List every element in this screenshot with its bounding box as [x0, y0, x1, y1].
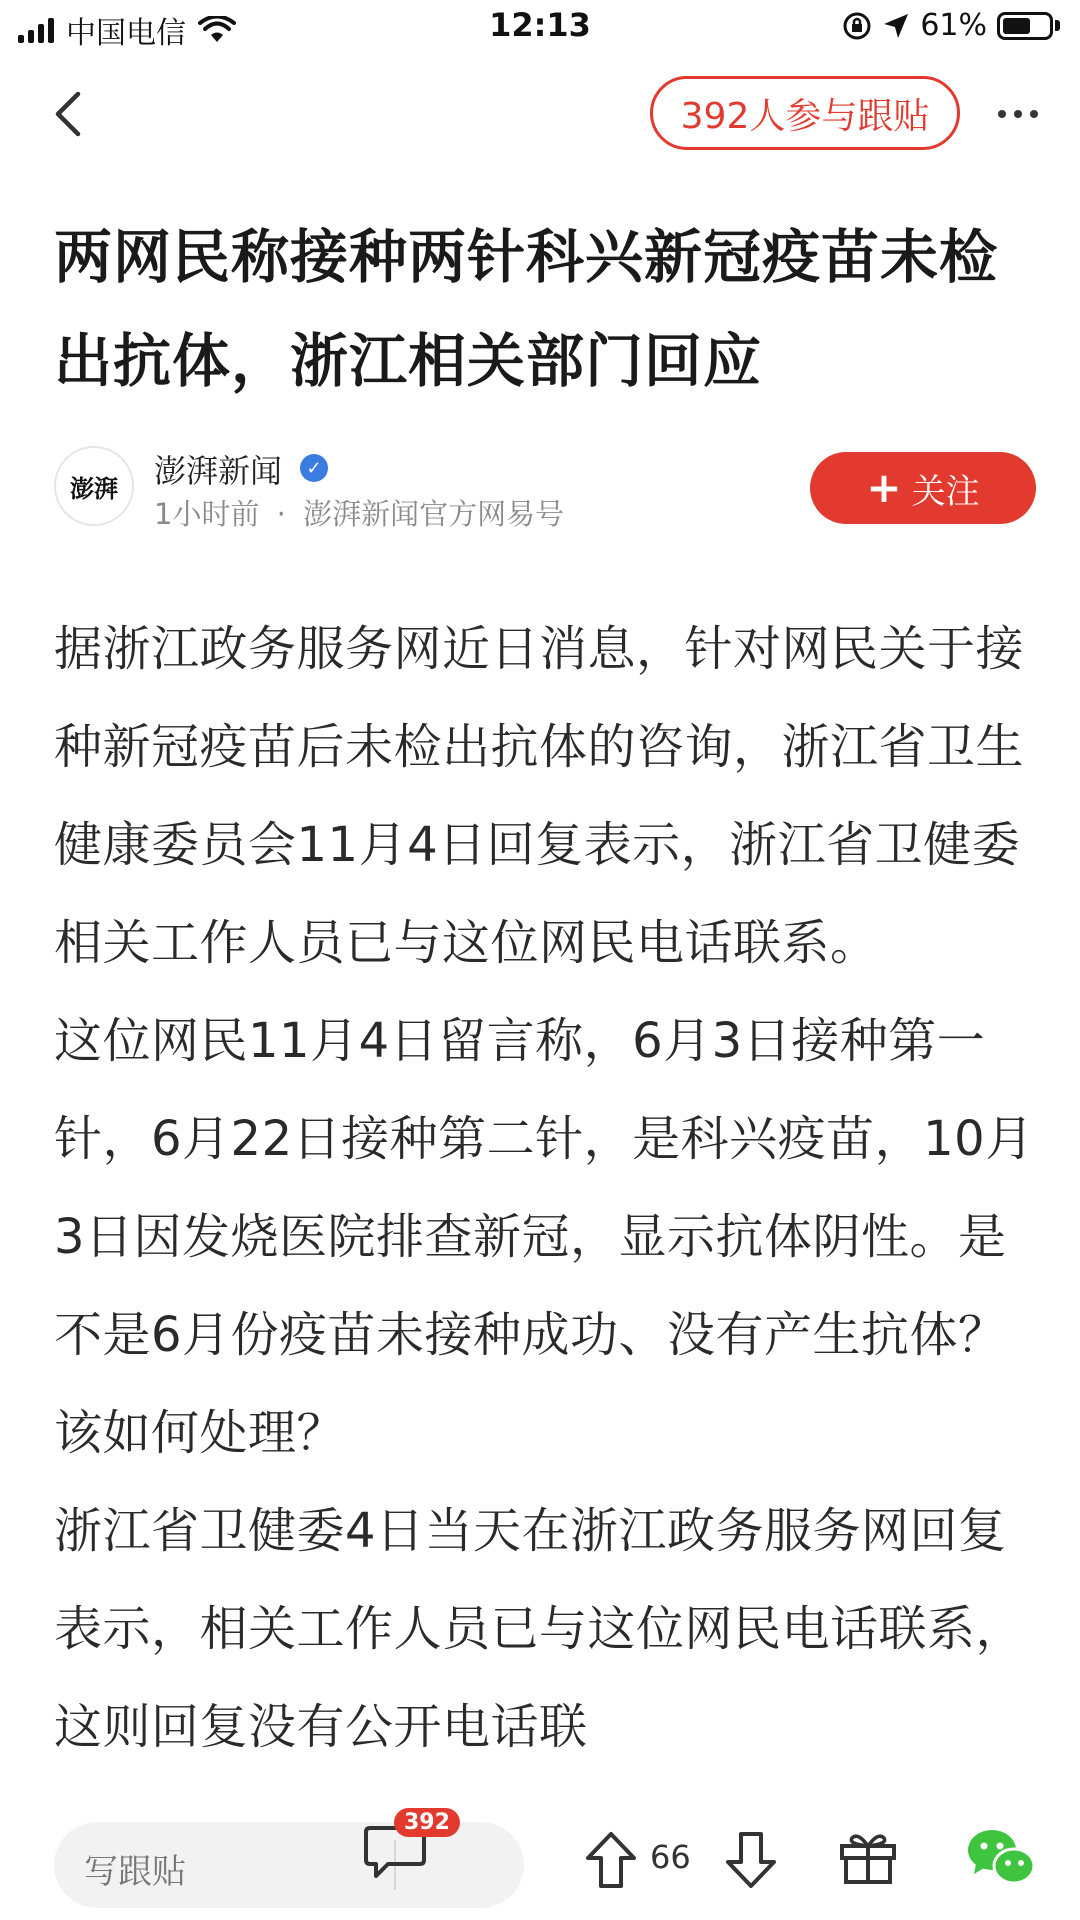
arrow-up-icon: [584, 1830, 638, 1890]
rotation-lock-icon: [842, 11, 872, 41]
gift-button[interactable]: [838, 1830, 898, 1886]
top-navigation: [0, 64, 1080, 164]
battery-percent: 61%: [920, 8, 987, 43]
battery-level: [1003, 18, 1030, 34]
share-wechat-button[interactable]: [966, 1826, 1036, 1888]
carrier-name: 中国电信: [66, 16, 186, 51]
status-time: 12:13: [489, 6, 591, 44]
follow-button-label: 关注: [911, 471, 980, 512]
status-right: [842, 8, 1060, 43]
follow-button[interactable]: [810, 452, 1036, 524]
article-body: [54, 600, 1034, 1808]
author-name[interactable]: 澎湃新闻: [154, 452, 283, 490]
article-paragraph: 这位网民11月4日留言称，6月3日接种第一针，6月22日接种第二针，是科兴疫苗，10月3日因发烧医院排查新冠，显示抗体阴性。是不是6月份疫苗未接种成功、没有产生抗体？该如何处理？: [54, 1013, 1034, 1461]
more-button[interactable]: [988, 94, 1048, 134]
comment-count-pill[interactable]: 392人参与跟贴: [650, 76, 960, 150]
battery-cap: [1055, 20, 1060, 31]
meta-separator: ·: [276, 497, 286, 531]
author-row: [54, 446, 1034, 536]
vote-count: 66: [650, 1838, 691, 1876]
plus-icon: +: [866, 463, 902, 512]
publish-time: 1小时前: [154, 497, 260, 531]
back-button[interactable]: [40, 84, 100, 144]
status-bar: [0, 0, 1080, 56]
article-paragraph: 浙江省卫健委4日当天在浙江政务服务网回复表示，相关工作人员已与这位网民电话联系，这则回复没有公开电话联: [54, 1503, 1025, 1755]
more-dot: [1014, 110, 1022, 118]
more-dot: [998, 110, 1006, 118]
chevron-left-icon: [40, 84, 100, 144]
article-title: 两网民称接种两针科兴新冠疫苗未检出抗体，浙江相关部门回应: [54, 223, 999, 395]
avatar-logo-text: 澎湃: [70, 473, 118, 503]
comment-input[interactable]: [54, 1822, 524, 1908]
bottom-action-bar: [0, 1808, 1080, 1920]
source-account: 澎湃新闻官方网易号: [303, 497, 565, 531]
comment-placeholder: 写跟贴: [84, 1852, 186, 1892]
verified-check-icon: ✓: [300, 454, 328, 482]
comment-count-badge: 392: [394, 1808, 460, 1837]
article-paragraph: 据浙江政务服务网近日消息，针对网民关于接种新冠疫苗后未检出抗体的咨询，浙江省卫生健康委员会11月4日回复表示，浙江省卫健委相关工作人员已与这位网民电话联系。: [54, 621, 1025, 971]
wechat-icon: [966, 1826, 1036, 1888]
arrow-down-icon: [724, 1830, 778, 1890]
more-dot: [1030, 110, 1038, 118]
location-arrow-icon: [882, 12, 910, 40]
upvote-button[interactable]: [584, 1830, 638, 1890]
battery-icon: [997, 12, 1053, 40]
downvote-button[interactable]: [724, 1830, 778, 1890]
gift-icon: [838, 1830, 898, 1886]
author-avatar[interactable]: [54, 446, 134, 526]
author-meta: [154, 492, 564, 533]
